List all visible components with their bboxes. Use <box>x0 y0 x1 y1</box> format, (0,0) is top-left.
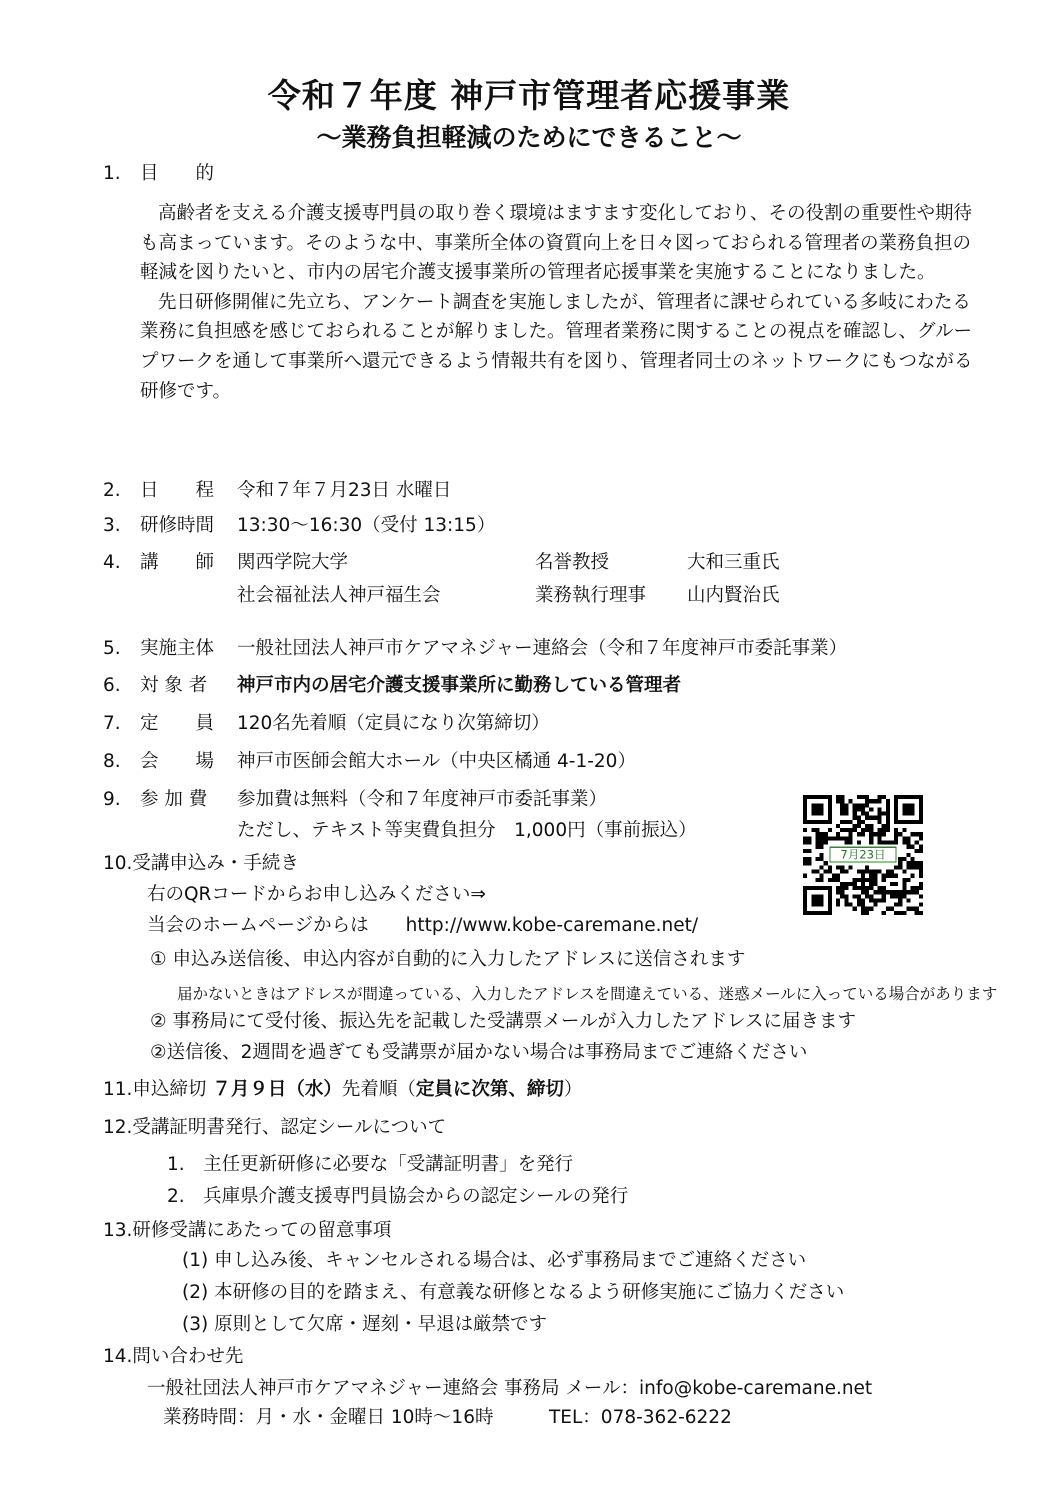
section-venue <box>103 751 636 773</box>
deadline-emphasis: 定員に次第、締切 <box>415 1079 564 1100</box>
lecturer-2-org: 社会福祉法人神戸福生会 <box>237 585 441 606</box>
contact-line: 一般社団法人神戸市ケアマネジャー連絡会 事務局 メール：info@kobe-caremane.net <box>147 1378 873 1399</box>
section-lecturer <box>103 552 237 574</box>
purpose-paragraph-2: 先日研修開催に先立ち、アンケート調査を実施しましたが、管理者に課せられている多岐にわたる業務に負担感を感じておられることが解りました。管理者業務に関することの視点を確認し、グループワークを通して事業所へ還元できるよう情報共有を図り、管理者同士のネットワークにもつながる研修です。 <box>140 291 973 402</box>
section-notice-heading: 13.研修受講にあたっての留意事項 <box>103 1220 392 1241</box>
section-label: 講 師 <box>140 552 215 573</box>
section-number: 3. <box>103 515 121 536</box>
notice-item-2: (2) 本研修の目的を踏まえ、有意義な研修となるよう研修実施にご協力ください <box>182 1282 845 1303</box>
deadline-note: 先着順（ <box>341 1079 416 1100</box>
section-schedule <box>103 480 451 502</box>
section-label: 目 的 <box>140 163 215 184</box>
section-organizer <box>103 638 847 660</box>
section-label: 実施主体 <box>140 638 215 659</box>
contact-phone: TEL：078-362-6222 <box>549 1407 732 1428</box>
note-3: ②送信後、2週間を過ぎても受講票が届かない場合は事務局までご連絡ください <box>150 1042 808 1063</box>
page-subtitle: ～業務負担軽減のためにできること～ <box>316 123 742 152</box>
fee-note: ただし、テキスト等実費負担分 1,000円（事前振込） <box>237 820 697 841</box>
organizer-value: 一般社団法人神戸市ケアマネジャー連絡会（令和７年度神戸市委託事業） <box>237 638 848 659</box>
qr-code[interactable] <box>803 795 923 915</box>
section-certificate-heading: 12.受講証明書発行、認定シールについて <box>103 1117 447 1138</box>
purpose-paragraph-1: 高齢者を支える介護支援専門員の取り巻く環境はますます変化しており、その役割の重要性や期待も高まっています。そのような中、事業所全体の資質向上を日々図っておられる管理者の業務負担の軽減を図りたいと、市内の居宅介護支援事業所の管理者応援事業を実施することになりました。 <box>140 203 973 284</box>
schedule-value: 令和７年７月23日 水曜日 <box>237 480 452 501</box>
section-capacity <box>103 713 550 735</box>
homepage-line <box>147 915 698 937</box>
note-1-detail: 届かないときはアドレスが間違っている、入力したアドレスを間違えている、迷惑メールに入っている場合があります <box>177 985 998 1003</box>
lecturer-1-org: 関西学院大学 <box>237 552 349 573</box>
section-number: 1. <box>103 163 121 184</box>
venue-value: 神戸市医師会館大ホール（中央区橘通 4-1-20） <box>237 751 636 772</box>
homepage-prefix: 当会のホームページからは <box>147 915 369 936</box>
section-number: 2. <box>103 480 121 501</box>
note-1: ① 申込み送信後、申込内容が自動的に入力したアドレスに送信されます <box>150 949 746 970</box>
homepage-link[interactable]: http://www.kobe-caremane.net/ <box>405 915 699 936</box>
section-number: 6. <box>103 675 121 696</box>
section-number: 4. <box>103 552 121 573</box>
section-label: 研修時間 <box>140 515 215 536</box>
purpose-body <box>140 199 975 406</box>
section-time <box>103 515 495 537</box>
section-target <box>103 675 681 697</box>
section-label: 会 場 <box>140 751 215 772</box>
section-label: 対 象 者 <box>140 675 208 696</box>
section-application-heading: 10.受講申込み・手続き <box>103 853 299 874</box>
certificate-item-1: 1. 主任更新研修に必要な「受講証明書」を発行 <box>167 1154 574 1175</box>
section-purpose-heading <box>103 163 214 185</box>
target-value: 神戸市内の居宅介護支援事業所に勤務している管理者 <box>237 675 682 696</box>
lecturer-1-name: 大和三重氏 <box>687 552 780 573</box>
section-number: 5. <box>103 638 121 659</box>
page-title: 令和７年度 神戸市管理者応援事業 <box>267 76 791 115</box>
section-contact-heading: 14.問い合わせ先 <box>103 1346 244 1367</box>
section-deadline <box>103 1079 582 1101</box>
section-number: 7. <box>103 713 121 734</box>
section-label: 参 加 費 <box>140 789 208 810</box>
deadline-label: 11.申込締切 <box>103 1079 207 1100</box>
fee-value: 参加費は無料（令和７年度神戸市委託事業） <box>237 789 608 810</box>
lecturer-2-role: 業務執行理事 <box>535 585 647 606</box>
time-value: 13:30～16:30（受付 13:15） <box>237 515 496 536</box>
qr-label: 7月23日 <box>840 847 886 862</box>
lecturer-2-name: 山内賢治氏 <box>687 585 780 606</box>
section-label: 日 程 <box>140 480 215 501</box>
deadline-date: ７月９日（水） <box>212 1079 342 1100</box>
deadline-close: ） <box>563 1079 583 1100</box>
section-number: 8. <box>103 751 121 772</box>
notice-item-3: (3) 原則として欠席・遅刻・早退は厳禁です <box>182 1314 548 1335</box>
section-label: 定 員 <box>140 713 215 734</box>
note-2: ② 事務局にて受付後、振込先を記載した受講票メールが入力したアドレスに届きます <box>150 1011 857 1032</box>
notice-item-1: (1) 申し込み後、キャンセルされる場合は、必ず事務局までご連絡ください <box>182 1250 807 1271</box>
certificate-item-2: 2. 兵庫県介護支援専門員協会からの認定シールの発行 <box>167 1186 629 1207</box>
lecturer-1-role: 名誉教授 <box>535 552 610 573</box>
capacity-value: 120名先着順（定員になり次第締切） <box>237 713 550 734</box>
section-fee <box>103 789 607 811</box>
business-hours: 業務時間：月・水・金曜日 10時～16時 <box>163 1407 494 1428</box>
qr-instruction: 右のQRコードからお申し込みください⇒ <box>147 884 486 905</box>
section-number: 9. <box>103 789 121 810</box>
